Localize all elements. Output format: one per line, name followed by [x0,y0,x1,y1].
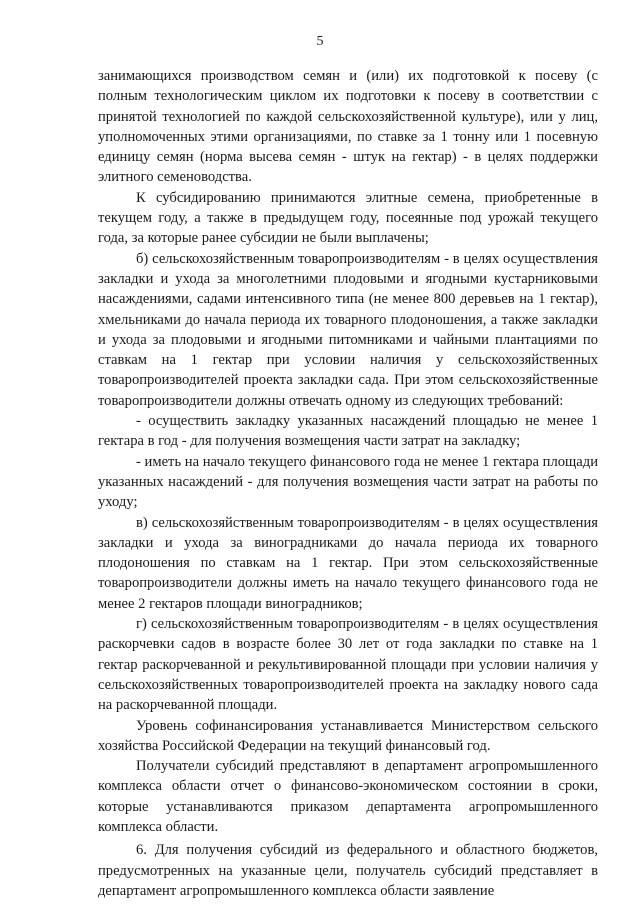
paragraph-section-6: 6. Для получения субсидий из федерального и областного бюджетов, предусмотренных на указанные цели, получатель субсидий представляет в департамент агропромышленного комплекса области заявление [98,842,598,899]
paragraph-requirement-2: - иметь на начало текущего финансового года не менее 1 гектара площади указанных насаждений - для получения возмещения части затрат на работы по уходу; [98,453,598,511]
paragraph-item-g: г) сельскохозяйственным товаропроизводителям - в целях осуществления раскорчевки садов в возрасте более 30 лет от года закладки по ставке на 1 гектар раскорчеванной и рекультивированной площади при условии наличия у сельскохозяйственных товаропроизводителей проекта на закладку нового сада на раскорчеванной площади. [98,616,598,714]
document-body [98,66,598,901]
page-number: 5 [316,34,324,49]
paragraph-item-b: б) сельскохозяйственным товаропроизводителям - в целях осуществления закладки и ухода за многолетними плодовыми и ягодными кустарниковыми насаждениями, садами интенсивного типа (не менее 800 деревьев на 1 гектар), хмельниками до начала периода их товарного плодоношения, а также закладки и ухода за плодовыми и ягодными питомниками и чайными плантациями по ставкам на 1 гектар при условии наличия у сельскохозяйственных товаропроизводителей проекта закладки сада. При этом сельскохозяйственные товаропроизводители должны отвечать одному из следующих требований: [98,250,598,409]
paragraph-requirement-1: - осуществить закладку указанных насаждений площадью не менее 1 гектара в год - для получения возмещения части затрат на закладку; [98,413,598,450]
paragraph-cofinancing: Уровень софинансирования устанавливается Министерством сельского хозяйства Российской Федерации на текущий финансовый год. [98,717,598,754]
paragraph-recipients-report: Получатели субсидий представляют в департамент агропромышленного комплекса области отчет о финансово-экономическом состоянии в сроки, которые устанавливаются приказом департамента агропромышленного комплекса области. [98,758,598,835]
paragraph-elite-seeds: К субсидированию принимаются элитные семена, приобретенные в текущем году, а также в предыдущем году, посеянные под урожай текущего года, за которые ранее субсидии не были выплачены; [98,189,598,247]
paragraph-item-v: в) сельскохозяйственным товаропроизводителям - в целях осуществления закладки и ухода за виноградниками до начала периода их товарного плодоношения по ставкам на 1 гектар. При этом сельскохозяйственные товаропроизводители должны иметь на начало текущего финансового года не менее 2 гектаров площади виноградников; [98,514,598,612]
paragraph-continuation: занимающихся производством семян и (или) их подготовкой к посеву (с полным технологическим циклом их подготовки к посеву в соответствии с принятой технологией по каждой сельскохозяйственной культуре), или у лиц, уполномоченных этими организациями, по ставке за 1 тонну или 1 посевную единицу семян (норма высева семян - штук на гектар) - в целях поддержки элитного семеноводства. [98,68,598,186]
